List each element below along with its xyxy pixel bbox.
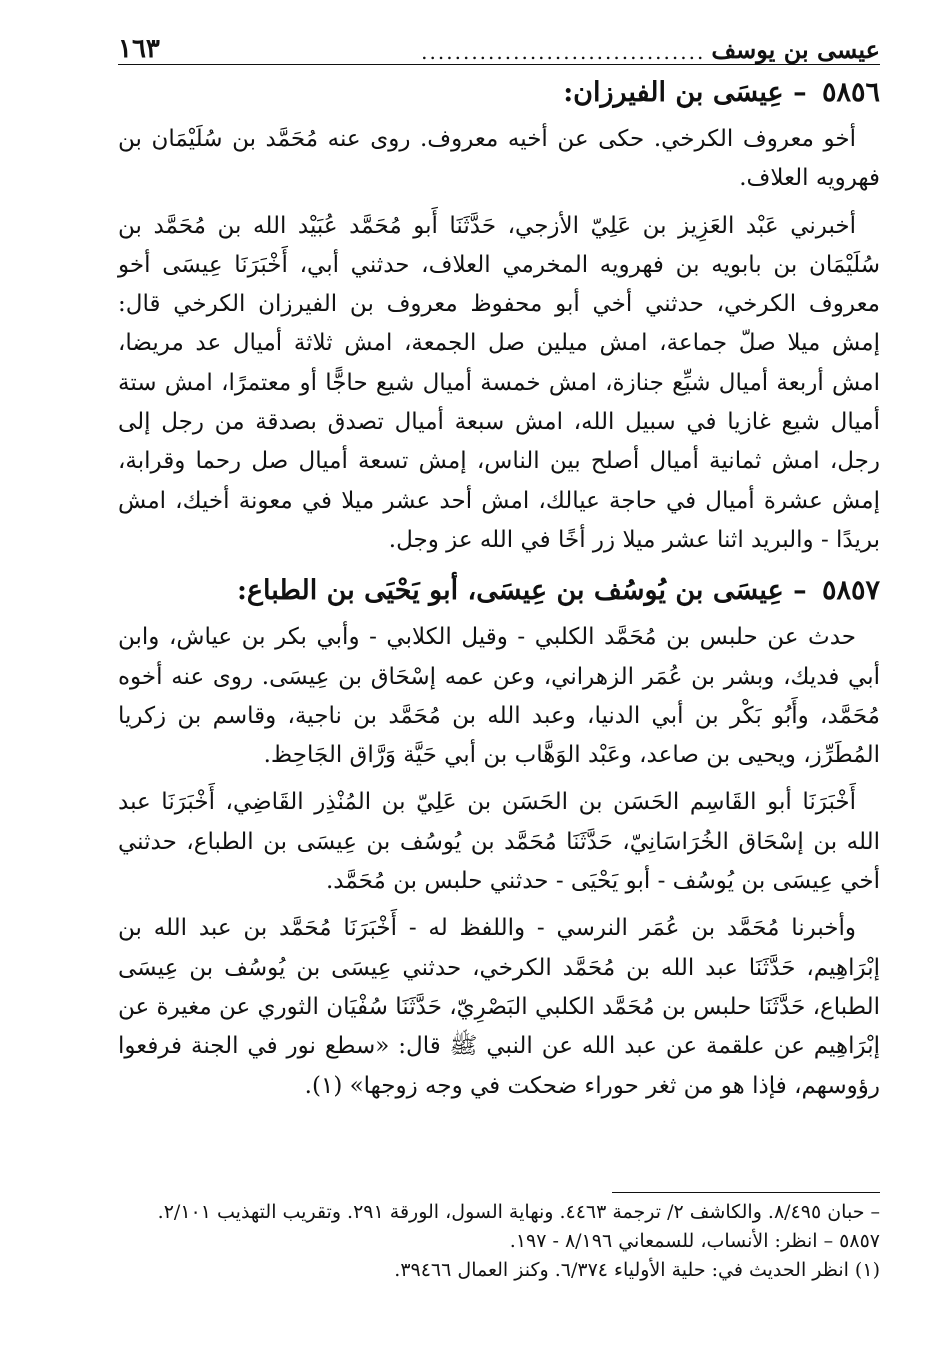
footnote: – حبان ٨/٤٩٥. والكاشف ٢/ ترجمة ٤٤٦٣. ونهاية السول، الورقة ٢٩١. وتقريب التهذيب ٢/١٠١. — [157, 1201, 880, 1223]
paragraph: أخبرني عَبْد العَزِيز بن عَلِيّ الأزجي، حَدَّثَنَا أَبو مُحَمَّد عُبَيْد الله بن مُحَمَّد بن سُلَيْمَان بن بابويه بن فهرويه المخرمي العلاف، حدثني أبي، أَخْبَرَنَا عِيسَى أخو معروف الكرخي، حدثني أخي أبو محفوظ معروف بن الفيرزان الكرخي قال: إمش ميلا صلّ جماعة، امش ميلين صل الجمعة، امش ثلاثة أميال عد مريضا، امش أربعة أميال شيِّع جنازة، امش خمسة أميال شيع حاجًّا أو معتمرًا، امش ستة أميال شيع غازيا في سبيل الله، امش سبعة أميال تصدق بصدقة من رجل إلى رجل، امش ثمانية أميال أصلح بين الناس، إمش تسعة أميال صل رحما وقرابة، إمش عشرة أميال في حاجة عيالك، امش أحد عشر ميلا في معونة أخيك، امش بريدًا - والبريد اثنا عشر ميلا زر أخًا في الله عز وجل. — [118, 212, 880, 553]
paragraph: أخو معروف الكرخي. حكى عن أخيه معروف. روى عنه مُحَمَّد بن سُلَيْمَان بن فهرويه العلاف. — [118, 126, 880, 192]
leader-dots: .................................. — [421, 40, 706, 64]
footnotes — [118, 1198, 880, 1285]
paragraph: وأخبرنا مُحَمَّد بن عُمَر النرسي - واللفظ له - أَخْبَرَنَا مُحَمَّد بن عبد الله بن إبْرَاهِيم، حَدَّثَنَا عبد الله بن مُحَمَّد الكرخي، حدثني عِيسَى بن يُوسُف بن عِيسَى الطباع، حَدَّثَنَا حلبس بن مُحَمَّد الكلبي البَصْرِيّ، حَدَّثَنَا سُفْيَان الثوري عن مغيرة عن إبْرَاهِيم عن علقمة عن عبد الله عن النبي ﷺ قال: «سطع نور في الجنة فرفعوا رؤوسهم، فإذا هو من ثغر حوراء ضحكت في وجه زوجها» (١). — [118, 915, 880, 1099]
paragraph: أَخْبَرَنَا أبو القَاسِم الحَسَن بن الحَسَن بن عَلِيّ بن المُنْذِر القَاضِي، أَخْبَرَنَا عبد الله بن إسْحَاق الخُرَاسَانِيّ، حَدَّثَنَا مُحَمَّد بن يُوسُف بن عِيسَى بن الطباع، حدثني أخي عِيسَى بن يُوسُف - أبو يَحْيَى - حدثني حلبس بن مُحَمَّد. — [118, 789, 880, 895]
footnote: (١) انظر الحديث في: حلية الأولياء ٦/٣٧٤. وكنز العمال ٣٩٤٦٦. — [394, 1259, 880, 1281]
entry-number: ٥٨٥٧ — [821, 575, 880, 607]
page-number: ١٦٣ — [118, 34, 160, 64]
running-title: عيسى بن يوسف — [711, 35, 880, 64]
entry-heading-5857 — [118, 568, 880, 614]
entry-title: – عِيسَى بن يُوسُف بن عِيسَى، أبو يَحْيَى بن الطباع: — [236, 575, 807, 607]
entry-heading-5856 — [118, 70, 880, 116]
running-header — [118, 30, 880, 65]
paragraph: حدث عن حلبس بن مُحَمَّد الكلبي - وقيل الكلابي - وأبي بكر بن عياش، وابن أبي فديك، وبشر بن عُمَر الزهراني، وعن عمه إسْحَاق بن عِيسَى. روى عنه أخوه مُحَمَّد، وأَبُو بَكْر بن أبي الدنيا، وعبد الله بن مُحَمَّد بن ناجية، وقاسم بن زكريا المُطَرِّز، ويحيى بن صاعد، وعَبْد الوَهَّاب بن أبي حَيَّة وَرَّاق الجَاحِظ. — [118, 624, 880, 769]
main-text — [118, 70, 880, 1114]
entry-number: ٥٨٥٦ — [821, 77, 880, 108]
entry-title: – عِيسَى بن الفيرزان: — [563, 77, 807, 108]
footnote: ٥٨٥٧ – انظر: الأنساب، للسمعاني ٨/١٩٦ - ١٩٧. — [509, 1230, 880, 1252]
footnote-separator — [612, 1192, 880, 1193]
